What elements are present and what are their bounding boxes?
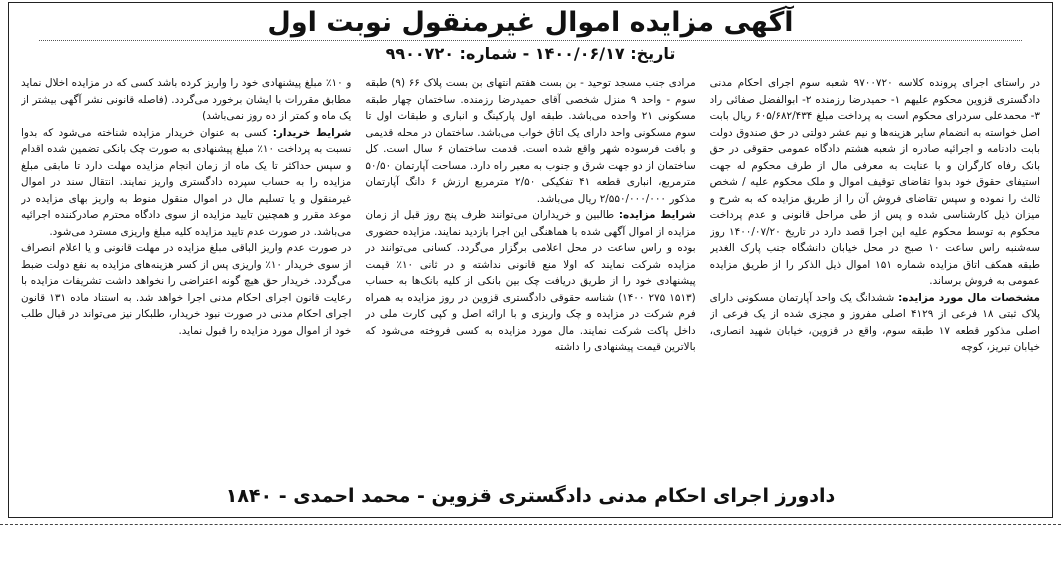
buyer-conditions-heading: شرایط خریدار: [272, 126, 352, 139]
notice-date-number: تاریخ: ۱۴۰۰/۰۶/۱۷ - شماره: ۹۹۰۰۷۲۰ [385, 44, 676, 63]
column-left [21, 75, 351, 471]
intro-paragraph: در راستای اجرای پرونده کلاسه ۹۷۰۰۷۲۰ شعبه سوم اجرای احکام مدنی دادگستری قزوین محکوم علیهم ۱- حمیدرضا رزمنده ۲- ابوالفضل صفائی راد ۳- محمدعلی سردرای محکوم است به پرداخت مبلغ ۶۰۵/۶۸۲/۴۳۴ ریال بابت اصل خواسته به انضمام سایر هزینه‌ها و نیم عشر دولتی در حق صندوق دولت بابت دادنامه و اجرائیه صادره از شعبه هشتم دادگاه عمومی حقوقی در حق بانک رفاه کارگران و با عنایت به معرفی مال از طرف محکوم له جهت استیفای حقوق خود بدوا تقاضای توقیف اموال و ملک محکوم علیه / شخص ثالث را نموده و سپس تقاضای فروش آن را از طریق مزایده که به شرح و میزان ذیل کارشناسی شده و پس از طی مراحل قانونی و عدم پرداخت محکوم به توسط محکوم علیه این اجرا قصد دارد در تاریخ ۱۴۰۰/۰۷/۲۰ روز سه‌شنبه راس ساعت ۱۰ صبح در محل خیابان دانشگاه جنب پارک الغدیر طبقه همکف اتاق مزایده شماره ۱۵۱ اموال ذیل الذکر را از طریق مزایده عمومی به فروش برساند. [709, 77, 1040, 287]
property-specs-text: ششدانگ یک واحد آپارتمان مسکونی دارای پلاک ثبتی ۱۸ فرعی از ۴۱۲۹ اصلی مفروز و مجزی شده از یک فرعی از اصلی مذکور قطعه ۱۷ طبقه سوم، واقع در قزوین، خیابان شهید انصاری، خیابان تبریز، کوچه [709, 291, 1040, 353]
auction-conditions-heading: شرایط مزایده: [618, 209, 696, 221]
auction-conditions-text: طالبین و خریداران می‌توانند ظرف پنج روز قبل از زمان مزایده از اموال آگهی شده با هماهنگی این اجرا بازدید نمایند. مزایده حضوری بوده و راس ساعت در محل اعلامی برگزار می‌گردد. کسانی می‌توانند در مزایده شرکت نمایند که اولا منع قانونی نداشته و در ثانی ۱۰٪ قیمت پیشنهادی خود را از طریق دریافت چک بین بانکی از کلیه بانک‌ها به حساب (۱۵۱۳ ۲۷۵ ۱۴۰۰) شناسه حقوقی دادگستری قزوین در روز مزایده به همراه فرم شرکت در مزایده و چک واریزی و با ارائه اصل و کپی کارت ملی در داخل پاکت شرکت نمایند. مال مورد مزایده به کسی فروخته می‌شود که بالاترین قیمت پیشنهادی را داشته [365, 209, 696, 353]
closing-paragraph: در صورت عدم واریز الباقی مبلغ مزایده در مهلت قانونی و یا اعلام انصراف از سوی خریدار ۱۰٪ واریزی پس از کسر هزینه‌های مزایده به نفع دولت ضبط می‌گردد. خریدار حق هیچ گونه اعتراضی را نخواهد داشت تشریفات مزایده با رعایت قانون اجرای احکام مدنی اجرا خواهد شد. به استناد ماده ۱۳۱ قانون اجرای احکام مدنی در صورت نبود خریدار، طلبکار نیز می‌تواند در قبال طلب خود از اموال مورد مزایده را قبول نماید. [21, 242, 352, 337]
cut-line-divider [0, 524, 1061, 525]
deposit-paragraph: و ۱۰٪ مبلغ پیشنهادی خود را واریز کرده باشد کسی که در مزایده اخلال نماید مطابق مقررات با ایشان برخورد می‌گردد. (فاصله قانونی نشر آگهی بیشتر از یک ماه و کمتر از ده روز نمی‌باشد) [21, 77, 352, 122]
notice-body [21, 75, 1040, 471]
column-middle [365, 75, 695, 471]
header-divider [39, 40, 1022, 41]
notice-title: آگهی مزایده اموال غیرمنقول نوبت اول [267, 7, 794, 38]
signature-line: دادورز اجرای احکام مدنی دادگستری قزوین - محمد احمدی - ۱۸۴۰ [225, 485, 836, 507]
property-specs-heading: مشخصات مال مورد مزایده: [898, 291, 1040, 304]
column-right [710, 75, 1040, 471]
buyer-conditions-text: کسی به عنوان خریدار مزایده شناخته می‌شود که بدوا نسبت به پرداخت ۱۰٪ مبلغ پیشنهادی به صورت چک بانکی تضمین شده اقدام و سپس حداکثر تا یک ماه از زمان انجام مزایده مهلت دارد تا مابقی مبلغ مزایده را به حساب سپرده دادگستری واریز نمایند. انتقال سند در اموال غیرمنقول و یا تسلیم مال در اموال منقول منوط به واریز بهای مزایده در موعد مقرر و همچنین تایید مزایده از سوی دادگاه محترم صادرکننده اجرائیه می‌باشد. در صورت عدم تایید مزایده کلیه مبلغ واریزی مسترد می‌شود. [21, 126, 352, 238]
auction-notice [8, 2, 1053, 518]
property-description: مرادی جنب مسجد توحید - بن بست هفتم انتهای بن بست پلاک ۶۶ (۹) طبقه سوم - واحد ۹ منزل شخصی آقای حمیدرضا رزمنده. ساختمان چهار طبقه مسکونی ۲۱ واحده می‌باشد. طبقه اول پارکینگ و انباری و طبقات اول تا سوم مسکونی واحد دارای یک اتاق خواب می‌باشد. ساختمان در محله قدیمی و بافت فرسوده شهر واقع شده است. قدمت ساختمان ۶ سال است. کل ساختمان از دو جهت شرق و جنوب به معبر راه دارد. مساحت آپارتمان ۵۰/۵۰ مترمربع، انباری قطعه ۴۱ تفکیکی ۲/۵۰ مترمربع ارزش ۶ دانگ آپارتمان مذکور ۲/۵۵۰/۰۰۰/۰۰۰ ریال می‌باشد. [365, 77, 696, 205]
